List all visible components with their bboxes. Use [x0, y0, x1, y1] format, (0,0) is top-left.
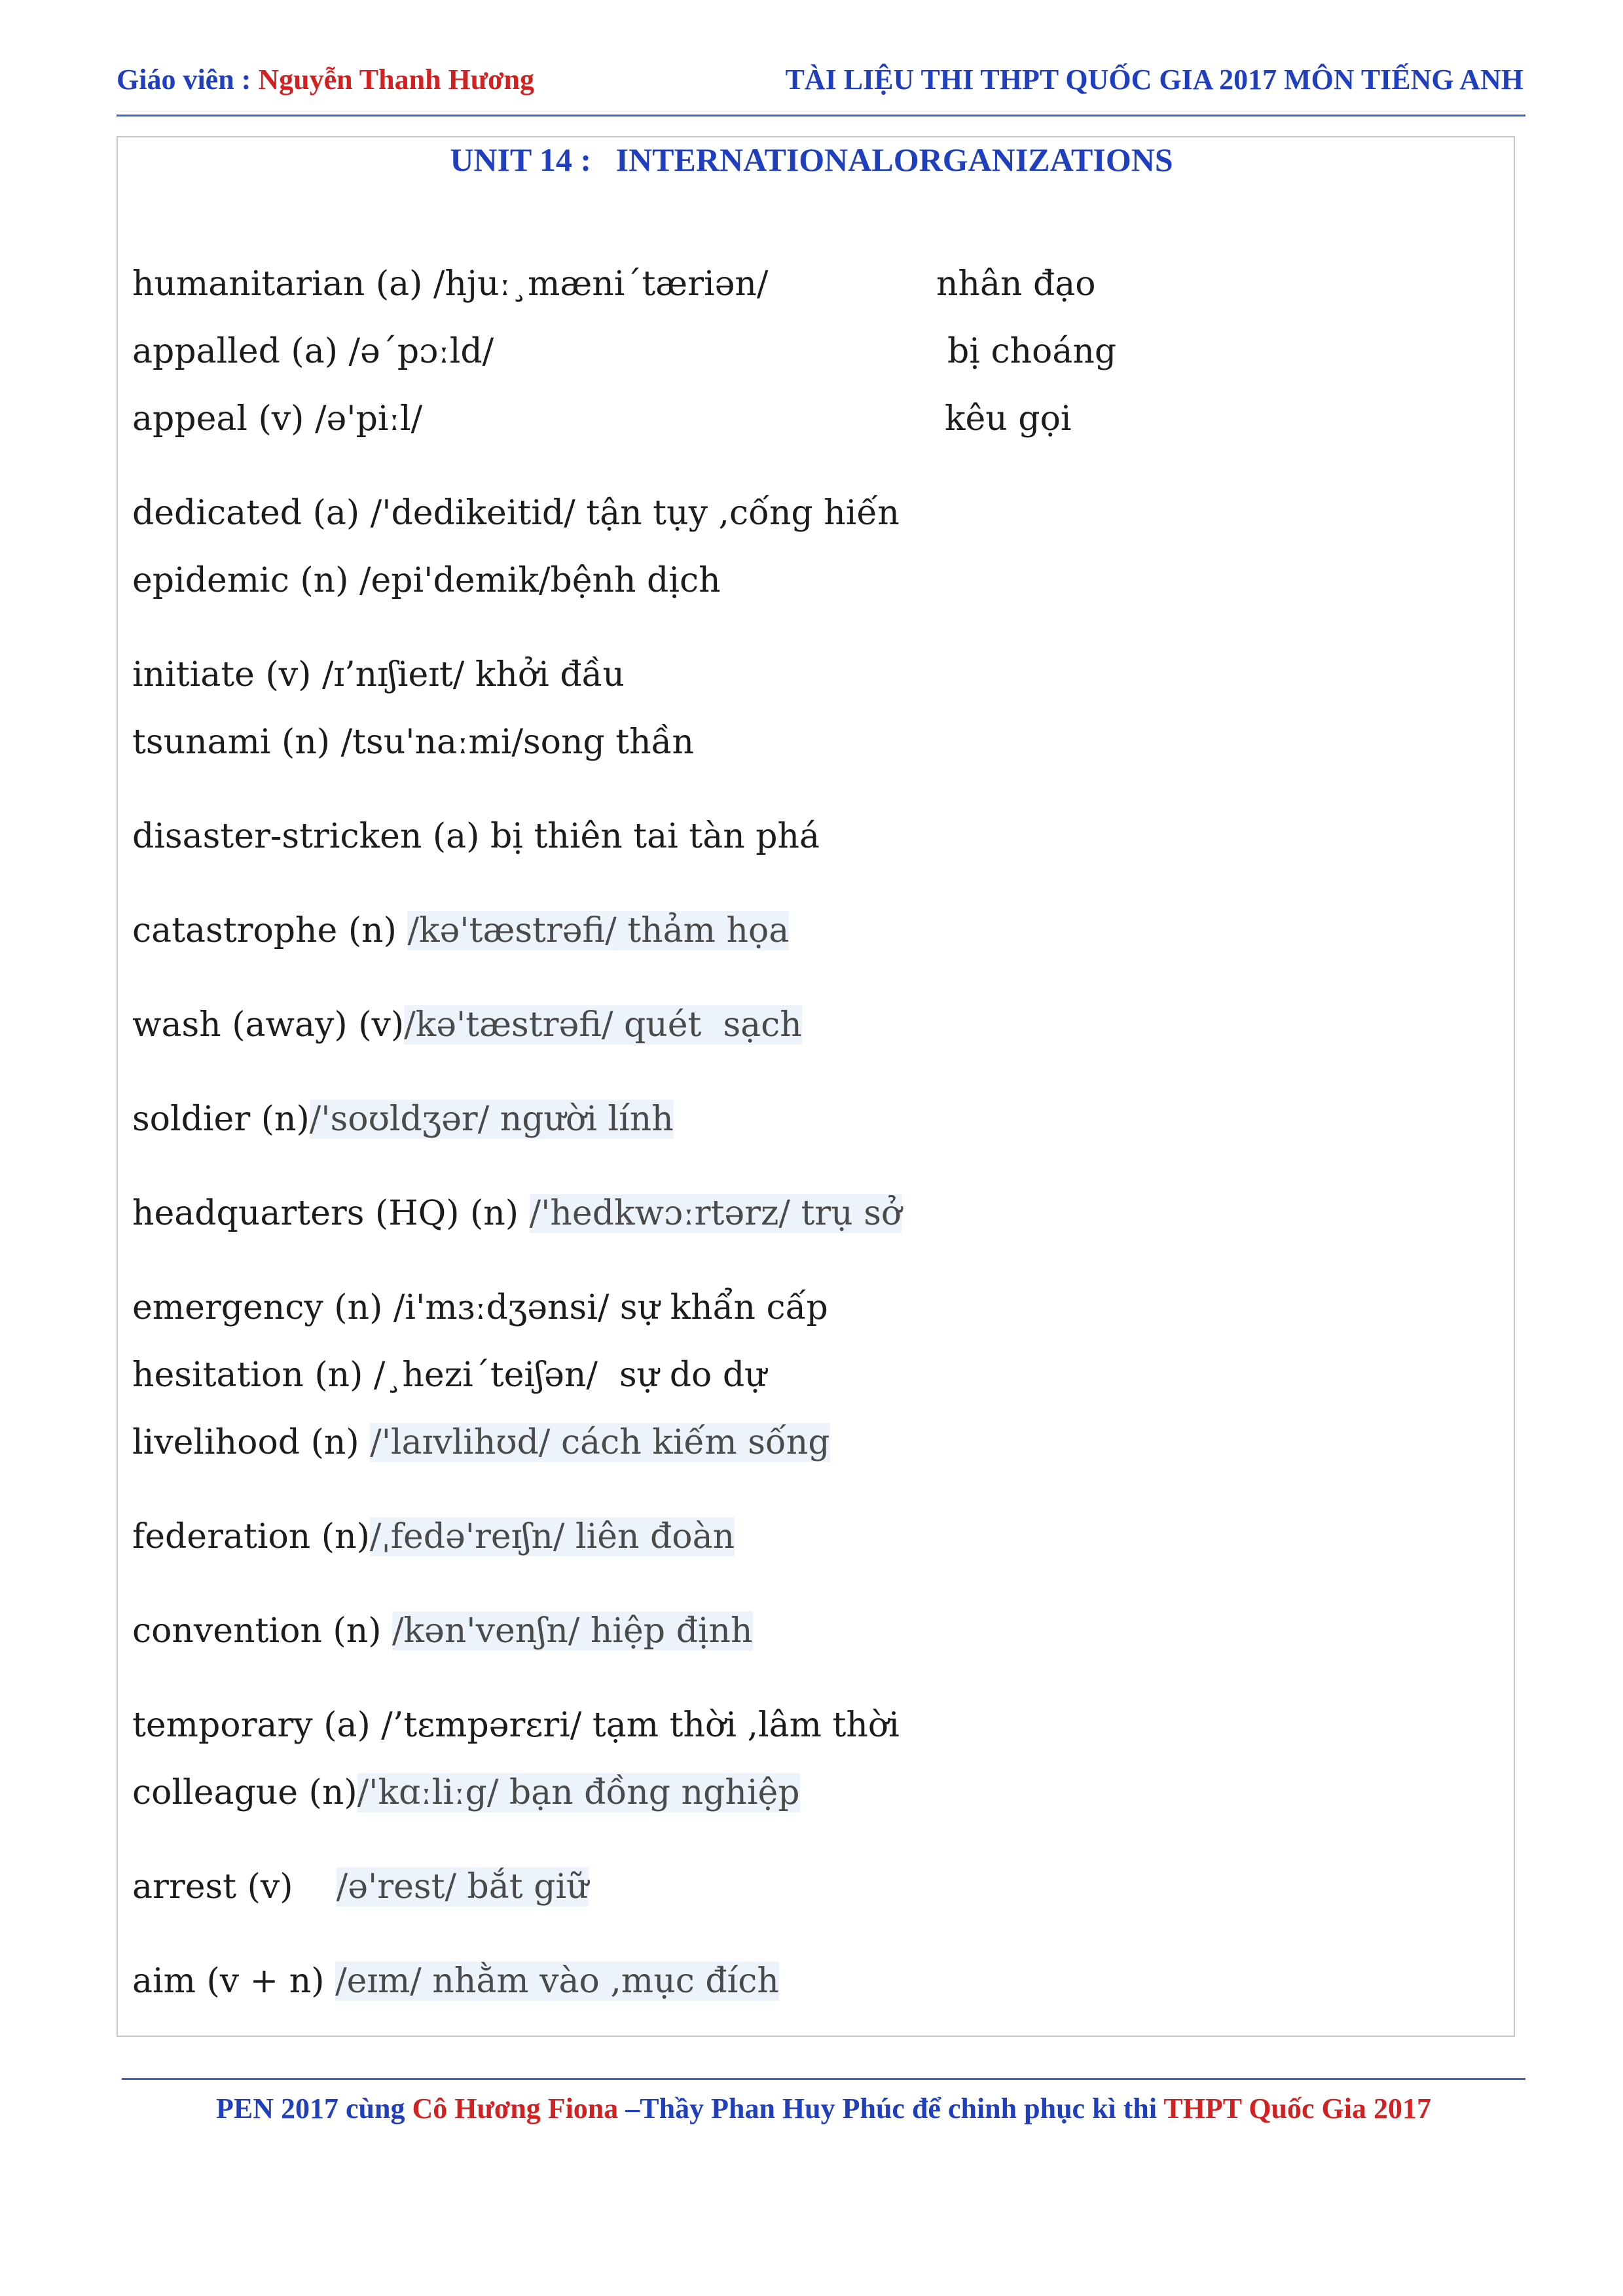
vocab-entry: temporary (a) /’tɛmpərɛri/ tạm thời ,lâm thời	[132, 1706, 900, 1745]
vocab-entry: appalled (a) /ə´pɔːld/	[132, 332, 494, 371]
vocab-entry: tsunami (n) /tsu'naːmi/song thần	[132, 723, 695, 762]
vocab-entry: colleague (n)/'kɑːliːg/ bạn đồng nghiệp	[132, 1773, 800, 1812]
vocab-phonetic-meaning: /'hedkwɔːrtərz/ trụ sở	[529, 1194, 902, 1233]
vocab-meaning: bị choáng	[947, 332, 1117, 371]
teacher-name: Nguyễn Thanh Hương	[258, 63, 535, 96]
vocab-phonetic-meaning: /kə'tæstrəfi/ thảm họa	[407, 911, 790, 950]
vocab-phonetic-meaning: /kən'venʃn/ hiệp định	[392, 1611, 753, 1651]
vocab-phonetic-meaning: /'soʊldʒər/ người lính	[309, 1100, 674, 1139]
header-divider	[117, 115, 1525, 117]
footer-part: –Thầy Phan Huy Phúc để chinh phục kì thi	[618, 2092, 1164, 2125]
unit-title: UNIT 14 : INTERNATIONALORGANIZATIONS	[450, 141, 1173, 178]
vocab-entry: soldier (n)/'soʊldʒər/ người lính	[132, 1100, 674, 1139]
vocab-entry: hesitation (n) /¸hezi´teiʃən/ sự do dự	[132, 1355, 767, 1395]
vocab-entry: federation (n)/ˌfedə'reɪʃn/ liên đoàn	[132, 1517, 735, 1556]
vocab-phonetic-meaning: /'kɑːliːg/ bạn đồng nghiệp	[357, 1773, 800, 1812]
vocab-phonetic-meaning: /'laɪvlihʊd/ cách kiếm sống	[370, 1423, 830, 1462]
vocab-entry: catastrophe (n) /kə'tæstrəfi/ thảm họa	[132, 911, 790, 950]
header-teacher	[117, 63, 534, 96]
footer-part: Cô Hương Fiona	[412, 2092, 619, 2125]
vocab-entry: arrest (v) /ə'rest/ bắt giữ	[132, 1867, 589, 1907]
vocab-entry: wash (away) (v)/kə'tæstrəfi/ quét sạch	[132, 1005, 802, 1045]
vocab-entry: humanitarian (a) /hjuː¸mæni´tæriən/	[132, 264, 769, 304]
vocab-entry: headquarters (HQ) (n) /'hedkwɔːrtərz/ trụ sở	[132, 1194, 902, 1233]
vocab-entry: dedicated (a) /'dedikeitid/ tận tụy ,cống hiến	[132, 493, 900, 533]
vocab-entry: appeal (v) /ə'piːl/	[132, 399, 423, 439]
vocab-phonetic-meaning: /kə'tæstrəfi/ quét sạch	[404, 1005, 802, 1045]
vocab-entry: disaster-stricken (a) bị thiên tai tàn phá	[132, 817, 820, 856]
footer-part: THPT Quốc Gia 2017	[1163, 2092, 1432, 2125]
vocab-meaning: nhân đạo	[936, 264, 1096, 304]
vocab-entry: aim (v + n) /eɪm/ nhằm vào ,mục đích	[132, 1962, 779, 2001]
document-title: TÀI LIỆU THI THPT QUỐC GIA 2017 MÔN TIẾNG ANH	[785, 63, 1523, 96]
vocab-entry: emergency (n) /i'mɜːdʒənsi/ sự khẩn cấp	[132, 1288, 828, 1327]
footer	[122, 2092, 1525, 2125]
vocab-entry: epidemic (n) /epi'demik/bệnh dịch	[132, 561, 721, 600]
vocab-phonetic-meaning: /ə'rest/ bắt giữ	[336, 1867, 589, 1907]
vocab-meaning: kêu gọi	[945, 399, 1072, 439]
vocab-phonetic-meaning: /ˌfedə'reɪʃn/ liên đoàn	[369, 1517, 735, 1556]
footer-part: PEN 2017 cùng	[215, 2092, 412, 2125]
teacher-label: Giáo viên :	[117, 63, 259, 96]
vocab-entry: livelihood (n) /'laɪvlihʊd/ cách kiếm sống	[132, 1423, 830, 1462]
vocab-phonetic-meaning: /eɪm/ nhằm vào ,mục đích	[335, 1962, 779, 2001]
footer-divider	[122, 2078, 1525, 2080]
vocab-entry: initiate (v) /ɪ’nɪʃieɪt/ khởi đầu	[132, 655, 625, 694]
vocab-entry: convention (n) /kən'venʃn/ hiệp định	[132, 1611, 753, 1651]
